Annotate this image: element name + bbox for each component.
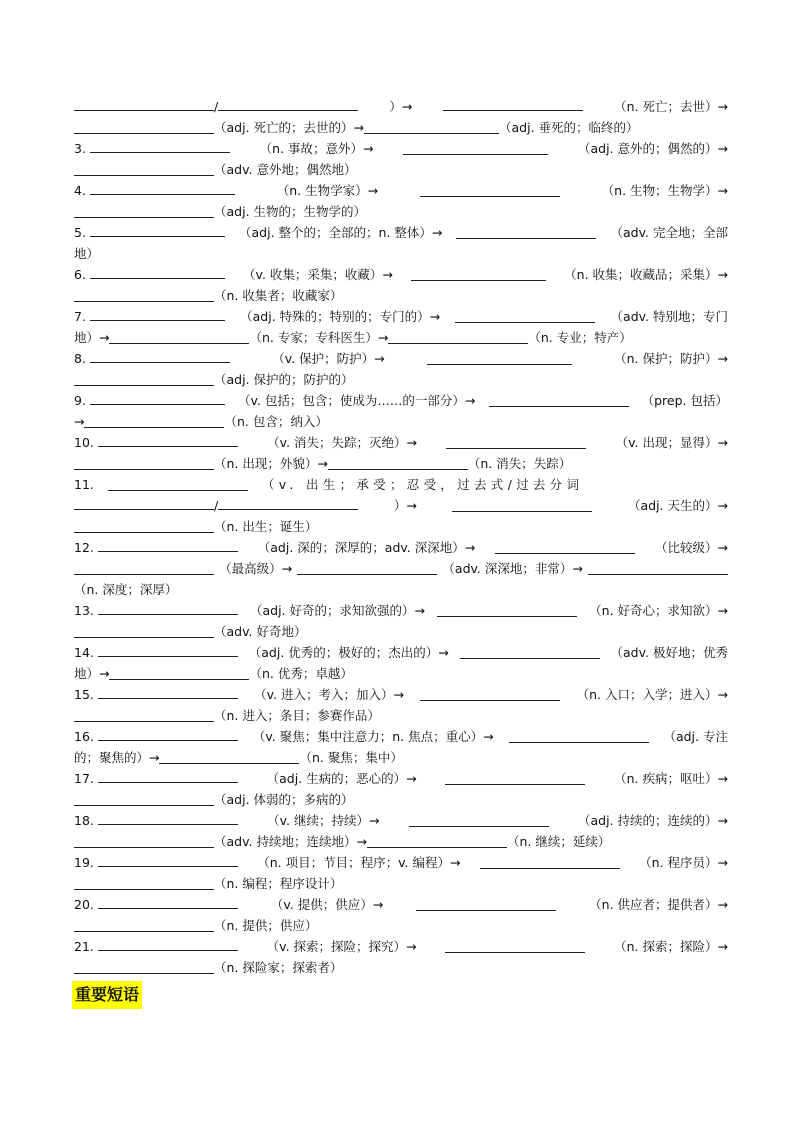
hint-text: （v. 探索；探险；探究）→ (266, 939, 417, 954)
entry-number: 19. (74, 855, 94, 870)
answer-blank[interactable] (108, 478, 248, 491)
answer-blank[interactable] (98, 602, 238, 615)
entry-12-line-1 (74, 537, 728, 558)
hint-text: （adv. 意外地；偶然地） (214, 162, 357, 177)
entry-number: 7. (74, 309, 86, 324)
entry-14-line-1 (74, 642, 728, 663)
entry-20-line-2 (74, 915, 728, 936)
answer-blank[interactable] (90, 182, 235, 195)
answer-blank[interactable] (90, 266, 225, 279)
answer-blank[interactable] (74, 373, 214, 386)
answer-blank[interactable] (495, 541, 635, 554)
answer-blank[interactable] (218, 497, 358, 510)
entry-number: 21. (74, 939, 94, 954)
entry-8-line-2 (74, 369, 728, 390)
entry-19-line-2 (74, 873, 728, 894)
hint-text: （n. 事故；意外）→ (259, 141, 374, 156)
hint-text: （adj. 生病的；恶心的）→ (266, 771, 417, 786)
answer-blank[interactable] (74, 709, 214, 722)
answer-blank[interactable] (509, 730, 649, 743)
hint-text: （adj. 意外的；偶然的）→ (577, 141, 728, 156)
hint-text: （n. 优秀；卓越） (249, 666, 353, 681)
entry-number: 13. (74, 603, 94, 618)
answer-blank[interactable] (420, 688, 560, 701)
answer-blank[interactable] (328, 457, 468, 470)
entry-number: 5. (74, 225, 86, 240)
answer-blank[interactable] (455, 310, 595, 323)
hint-text: 地）→ (74, 330, 110, 345)
hint-text: （adv. 特别地；专门 (610, 309, 728, 324)
arrow: → (74, 414, 85, 429)
answer-blank[interactable] (297, 562, 437, 575)
answer-blank[interactable] (74, 793, 214, 806)
answer-blank[interactable] (416, 898, 556, 911)
hint-text: （adj. 深的；深厚的；adv. 深深地）→ (257, 540, 476, 555)
entry-7-line-2 (74, 327, 728, 348)
answer-blank[interactable] (420, 184, 560, 197)
hint-text: （n. 包含；纳入） (224, 414, 328, 429)
entry-10-line-1 (74, 432, 728, 453)
hint-text: （v. 包括；包含；使成为……的一部分）→ (238, 393, 476, 408)
hint-text: 地）→ (74, 666, 110, 681)
hint-text: （v. 聚焦；集中注意力；n. 焦点；重心）→ (252, 729, 494, 744)
hint-text: （adj. 持续的；连续的）→ (577, 813, 728, 828)
hint-text: （prep. 包括） (641, 393, 728, 408)
entry-number: 3. (74, 141, 86, 156)
hint-text: （v. 进入；考入；加入）→ (254, 687, 405, 702)
answer-blank[interactable] (98, 686, 238, 699)
entry-11-line-2 (74, 495, 728, 516)
entry-number: 16. (74, 729, 94, 744)
hint-text: （n. 保护；防护）→ (614, 351, 728, 366)
answer-blank[interactable] (403, 142, 548, 155)
answer-blank[interactable] (456, 226, 596, 239)
answer-blank[interactable] (74, 121, 214, 134)
hint-text: （n. 生物；生物学）→ (601, 183, 728, 198)
answer-blank[interactable] (84, 415, 224, 428)
hint-text: （v. 保护；防护）→ (272, 351, 385, 366)
hint-text: （adj. 死亡的；去世的）→ (214, 120, 364, 135)
hint-text: （adj. 生物的；生物学的） (214, 204, 367, 219)
hint-text: （adj. 保护的；防护的） (214, 372, 354, 387)
answer-blank[interactable] (460, 646, 600, 659)
hint-text: （n. 探险家；探索者） (214, 960, 343, 975)
entry-3-line-1 (74, 138, 728, 159)
answer-blank[interactable] (588, 562, 728, 575)
entry-9-line-1 (74, 390, 728, 411)
answer-blank[interactable] (437, 604, 577, 617)
hint-text: （n. 入口；入学；进入）→ (576, 687, 728, 702)
answer-blank[interactable] (74, 919, 214, 932)
vocabulary-list (74, 96, 728, 978)
slash: / (214, 99, 219, 114)
hint-text: （n. 提供；供应） (214, 918, 318, 933)
hint-text: （adj. 整个的；全部的；n. 整体）→ (239, 225, 443, 240)
entry-number: 15. (74, 687, 94, 702)
section-heading: 重要短语 (72, 981, 142, 1009)
entry-17-line-1 (74, 768, 728, 789)
hint-text: （n. 进入；条目；参赛作品） (214, 708, 380, 723)
entry-5-line-2 (74, 243, 728, 264)
entry-3-line-2 (74, 159, 728, 180)
hint-text: （比较级）→ (655, 540, 728, 555)
hint-text: （adv. 深深地；非常）→ (442, 561, 583, 576)
answer-blank[interactable] (218, 98, 358, 111)
answer-blank[interactable] (98, 938, 238, 951)
hint-text: （n. 聚焦；集中） (299, 750, 403, 765)
answer-blank[interactable] (109, 331, 249, 344)
answer-blank[interactable] (409, 814, 549, 827)
answer-blank[interactable] (98, 770, 238, 783)
hint-text: （n. 项目；节目；程序；v. 编程）→ (257, 855, 461, 870)
answer-blank[interactable] (445, 772, 585, 785)
entry-11-line-3 (74, 516, 728, 537)
entry-9-line-2 (74, 411, 728, 432)
hint-text: （adj. 专注 (663, 729, 728, 744)
hint-text: （n. 程序员）→ (639, 855, 728, 870)
answer-blank[interactable] (98, 896, 238, 909)
hint-text: （最高级）→ (219, 561, 293, 576)
answer-blank[interactable] (74, 835, 214, 848)
entry-15-line-1 (74, 684, 728, 705)
hint-text: （adv. 持续地；连续地）→ (214, 834, 367, 849)
entry-7-line-1 (74, 306, 728, 327)
answer-blank[interactable] (98, 812, 238, 825)
entry-number: 6. (74, 267, 86, 282)
answer-blank[interactable] (411, 268, 546, 281)
answer-blank[interactable] (452, 499, 592, 512)
answer-blank[interactable] (427, 352, 572, 365)
entry-number: 9. (74, 393, 86, 408)
answer-blank[interactable] (446, 436, 586, 449)
hint-text: （n. 出生；诞生） (214, 519, 318, 534)
entry-12-line-3 (74, 579, 728, 600)
hint-text: （n. 深度；深厚） (74, 582, 178, 597)
answer-blank[interactable] (109, 667, 249, 680)
hint-text: （v. 继续；持续）→ (267, 813, 380, 828)
hint-text: （n. 收集者；收藏家） (214, 288, 343, 303)
entry-19-line-1 (74, 852, 728, 873)
entry-4-line-2 (74, 201, 728, 222)
hint-text: （n. 探索；探险）→ (614, 939, 728, 954)
hint-text: （n. 继续；延续） (506, 834, 611, 849)
hint-text: （adj. 垂死的；临终的） (499, 120, 639, 135)
answer-blank[interactable] (74, 562, 214, 575)
answer-blank[interactable] (74, 457, 214, 470)
entry-21-line-2 (74, 957, 728, 978)
hint-text: （n. 死亡；去世）→ (614, 99, 728, 114)
entry-5-line-1 (74, 222, 728, 243)
answer-blank[interactable] (74, 961, 214, 974)
hint-text: （adj. 天生的）→ (627, 498, 728, 513)
entry-number: 8. (74, 351, 86, 366)
hint-text: （n. 消失；失踪） (467, 456, 572, 471)
entry-4-line-1 (74, 180, 728, 201)
hint-text: （v. 出现；显得）→ (615, 435, 728, 450)
answer-blank[interactable] (90, 350, 230, 363)
entry-number: 11. (74, 477, 94, 492)
answer-blank[interactable] (443, 98, 583, 111)
entry-number: 4. (74, 183, 86, 198)
entry-14-line-2 (74, 663, 728, 684)
answer-blank[interactable] (98, 539, 238, 552)
answer-blank[interactable] (74, 98, 214, 111)
answer-blank[interactable] (74, 205, 214, 218)
entry-12-line-2 (74, 558, 728, 579)
answer-blank[interactable] (480, 856, 620, 869)
answer-blank[interactable] (74, 625, 214, 638)
hint-text: （v. 出生；承受；忍受，过去式/过去分词 (261, 477, 584, 492)
entry-6-line-2 (74, 285, 728, 306)
entry-6-line-1 (74, 264, 728, 285)
hint-text: （n. 生物学家）→ (276, 183, 379, 198)
hint-text: （adj. 特殊的；特别的；专门的）→ (240, 309, 441, 324)
answer-blank[interactable] (388, 331, 528, 344)
entry-21-line-1 (74, 936, 728, 957)
entry-18-line-1 (74, 810, 728, 831)
entry-number: 10. (74, 435, 94, 450)
entry-11-line-1 (74, 474, 728, 495)
answer-blank[interactable] (98, 434, 238, 447)
answer-blank[interactable] (159, 751, 299, 764)
hint-text: （n. 出现；外貌）→ (214, 456, 328, 471)
answer-blank[interactable] (74, 289, 214, 302)
hint-text: （adv. 好奇地） (214, 624, 307, 639)
hint-text: （n. 疾病；呕吐）→ (614, 771, 728, 786)
hint-text: ）→ (393, 498, 417, 513)
hint-text: （adj. 体弱的；多病的） (214, 792, 354, 807)
hint-text: （adv. 极好地；优秀 (610, 645, 728, 660)
answer-blank[interactable] (74, 497, 214, 510)
answer-blank[interactable] (364, 121, 499, 134)
hint-text: （n. 专家；专科医生）→ (249, 330, 389, 345)
entry-10-line-2 (74, 453, 728, 474)
entry-13-line-1 (74, 600, 728, 621)
hint-text: （v. 收集；采集；收藏）→ (243, 267, 393, 282)
entry-number: 12. (74, 540, 94, 555)
hint-text: （n. 好奇心；求知欲）→ (589, 603, 728, 618)
entry-16-line-1 (74, 726, 728, 747)
entry-15-line-2 (74, 705, 728, 726)
hint-text: （n. 供应者；提供者）→ (589, 897, 728, 912)
answer-blank[interactable] (445, 940, 585, 953)
entry-17-line-2 (74, 789, 728, 810)
hint-text: （adj. 好奇的；求知欲强的）→ (249, 603, 425, 618)
slash: / (214, 498, 219, 513)
entry-number: 20. (74, 897, 94, 912)
answer-blank[interactable] (98, 728, 238, 741)
answer-blank[interactable] (90, 140, 230, 153)
answer-blank[interactable] (74, 520, 214, 533)
answer-blank[interactable] (90, 308, 225, 321)
answer-blank[interactable] (98, 644, 238, 657)
hint-text: ）→ (389, 99, 413, 114)
entry-16-line-2 (74, 747, 728, 768)
hint-text: （n. 专业；特产） (528, 330, 632, 345)
hint-text: （adj. 优秀的；极好的；杰出的）→ (248, 645, 449, 660)
answer-blank[interactable] (367, 835, 507, 848)
entry-18-line-2 (74, 831, 728, 852)
answer-blank[interactable] (90, 224, 225, 237)
answer-blank[interactable] (489, 394, 629, 407)
answer-blank[interactable] (90, 392, 225, 405)
entry-number: 17. (74, 771, 94, 786)
entry-number: 14. (74, 645, 94, 660)
entry-number: 18. (74, 813, 94, 828)
entry-20-line-1 (74, 894, 728, 915)
entry-8-line-1 (74, 348, 728, 369)
entry-2-line-1 (74, 96, 728, 117)
hint-text: （n. 收集；收藏品；采集）→ (564, 267, 728, 282)
answer-blank[interactable] (74, 877, 214, 890)
hint-text: （v. 消失；失踪；灭绝）→ (267, 435, 418, 450)
hint-text: （v. 提供；供应）→ (270, 897, 384, 912)
entry-2-line-2 (74, 117, 728, 138)
hint-text: 地） (74, 246, 100, 261)
hint-text: （n. 编程；程序设计） (214, 876, 343, 891)
answer-blank[interactable] (74, 163, 214, 176)
hint-text: （adv. 完全地；全部 (610, 225, 728, 240)
answer-blank[interactable] (98, 854, 238, 867)
entry-13-line-2 (74, 621, 728, 642)
hint-text: 的；聚焦的）→ (74, 750, 160, 765)
